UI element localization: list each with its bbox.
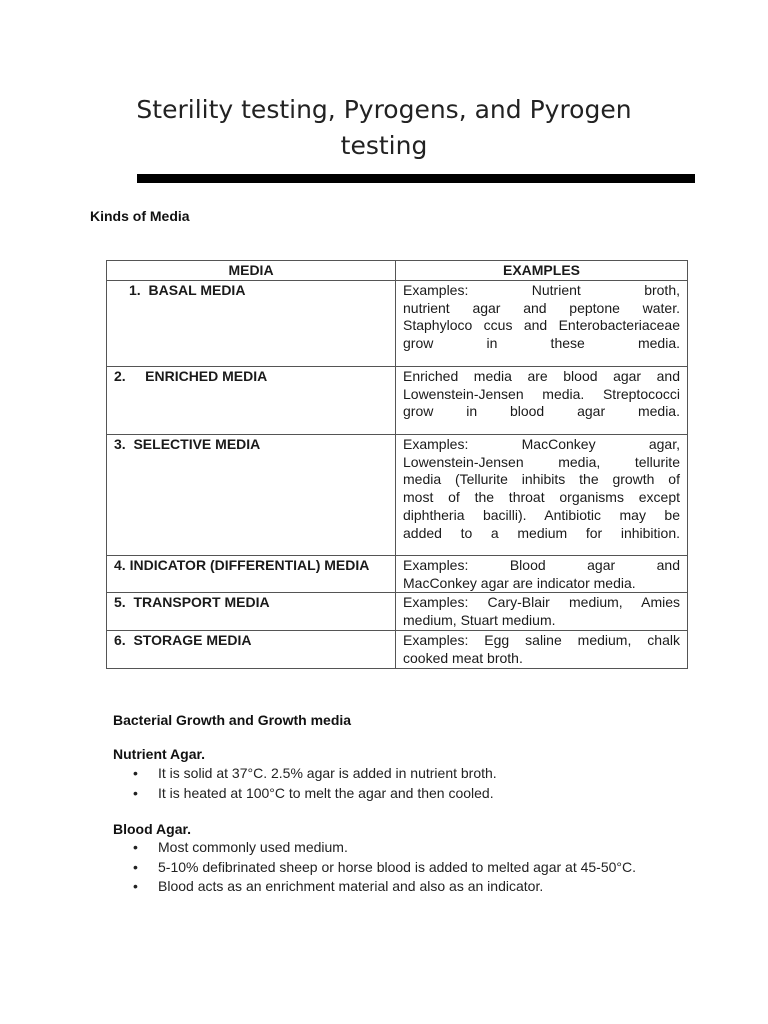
- media-name: BASAL MEDIA: [148, 281, 246, 298]
- list-item: • It is heated at 100°C to melt the agar and then cooled.: [130, 784, 497, 804]
- example-line: Lowenstein-Jensen media. Streptococci: [403, 385, 680, 402]
- example-line: Examples: Blood agar and: [403, 556, 680, 573]
- list-item: • Most commonly used medium.: [130, 838, 636, 858]
- kinds-of-media-heading: Kinds of Media: [90, 208, 190, 224]
- media-name: TRANSPORT MEDIA: [133, 594, 270, 611]
- row-number: 3.: [114, 435, 126, 452]
- media-name: INDICATOR (DIFFERENTIAL) MEDIA: [129, 556, 370, 573]
- example-line: diphtheria bacilli). Antibiotic may be: [403, 506, 680, 523]
- table-row: [107, 593, 688, 631]
- row-number: 4.: [114, 556, 126, 573]
- media-cell: [107, 280, 396, 366]
- table-header-row: [107, 261, 688, 281]
- row-number: 1.: [129, 281, 141, 298]
- bacterial-growth-heading: Bacterial Growth and Growth media: [113, 712, 352, 728]
- media-cell: [107, 366, 396, 434]
- examples-cell: [396, 280, 688, 366]
- header-media: MEDIA: [107, 261, 396, 281]
- page-title: [120, 92, 648, 164]
- title-line-2: testing: [340, 131, 428, 160]
- example-line: most of the throat organisms except: [403, 489, 680, 506]
- example-line: Staphyloco ccus and Enterobacteriaceae: [403, 317, 680, 334]
- media-name: SELECTIVE MEDIA: [133, 435, 261, 452]
- row-number: 2.: [114, 367, 126, 384]
- media-table: [106, 260, 688, 669]
- example-line: Examples: Nutrient broth,: [403, 281, 680, 298]
- examples-cell: [396, 630, 688, 668]
- example-line: grow in these media.: [403, 335, 680, 352]
- header-examples: EXAMPLES: [396, 261, 688, 281]
- examples-cell: [396, 366, 688, 434]
- blood-agar-list: [130, 838, 636, 897]
- list-item: • It is solid at 37°C. 2.5% agar is added in nutrient broth.: [130, 764, 497, 784]
- title-line-1: Sterility testing, Pyrogens, and Pyrogen: [136, 95, 632, 124]
- example-line: MacConkey agar are indicator media.: [403, 574, 636, 591]
- list-item: • Blood acts as an enrichment material and also as an indicator.: [130, 877, 636, 897]
- nutrient-agar-heading: Nutrient Agar.: [113, 746, 206, 762]
- media-name: STORAGE MEDIA: [133, 631, 252, 648]
- table-row: [107, 434, 688, 555]
- example-line: cooked meat broth.: [403, 649, 523, 666]
- example-line: Examples: Cary-Blair medium, Amies: [403, 594, 680, 611]
- media-cell: [107, 555, 396, 593]
- media-cell: [107, 434, 396, 555]
- list-item: • 5-10% defibrinated sheep or horse blood is added to melted agar at 45-50°C.: [130, 858, 636, 878]
- media-cell: [107, 593, 396, 631]
- example-line: media (Tellurite inhibits the growth of: [403, 471, 680, 488]
- table-row: [107, 555, 688, 593]
- row-number: 6.: [114, 631, 126, 648]
- title-divider: [137, 174, 695, 183]
- example-line: Examples: MacConkey agar,: [403, 435, 680, 452]
- example-line: Lowenstein-Jensen media, tellurite: [403, 453, 680, 470]
- example-line: Examples: Egg saline medium, chalk: [403, 631, 680, 648]
- example-line: grow in blood agar media.: [403, 403, 680, 420]
- table-row: [107, 280, 688, 366]
- nutrient-agar-list: [130, 764, 497, 803]
- example-line: Enriched media are blood agar and: [403, 367, 680, 384]
- example-line: added to a medium for inhibition.: [403, 524, 680, 541]
- examples-cell: [396, 555, 688, 593]
- example-line: nutrient agar and peptone water.: [403, 299, 680, 316]
- examples-cell: [396, 434, 688, 555]
- examples-cell: [396, 593, 688, 631]
- example-line: medium, Stuart medium.: [403, 612, 556, 629]
- row-number: 5.: [114, 594, 126, 611]
- blood-agar-heading: Blood Agar.: [113, 821, 192, 837]
- media-name: ENRICHED MEDIA: [145, 367, 268, 384]
- table-row: [107, 366, 688, 434]
- media-cell: [107, 630, 396, 668]
- table-row: [107, 630, 688, 668]
